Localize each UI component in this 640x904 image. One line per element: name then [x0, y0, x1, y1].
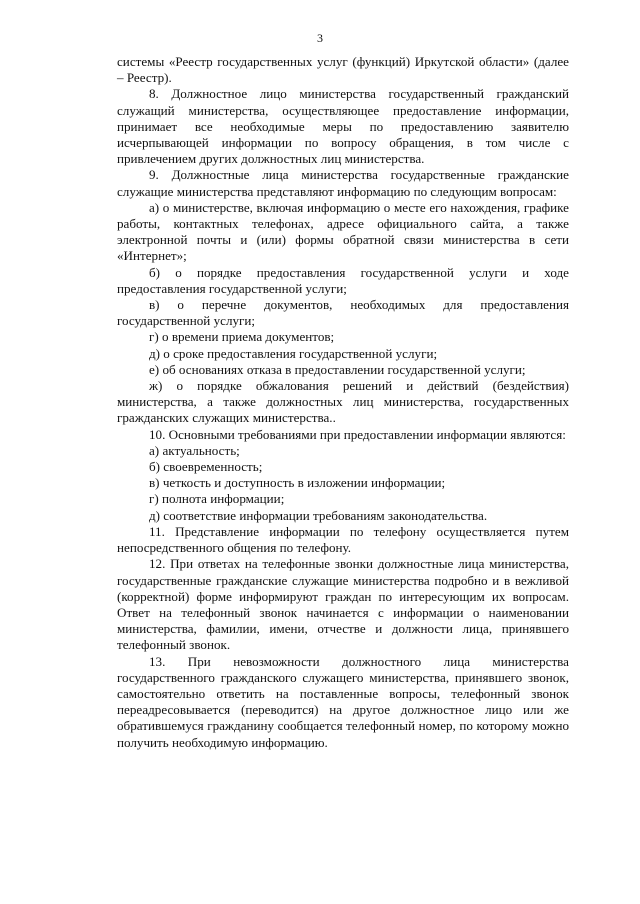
list-item-10v: в) четкость и доступность в изложении информации;	[149, 475, 446, 491]
paragraph-item-9: 9. Должностные лица министерства государственные гражданские служащие министерства представляют информацию по следующим вопросам:	[117, 167, 569, 199]
list-item-9d: д) о сроке предоставления государственной услуги;	[149, 345, 438, 361]
paragraph-item-13: 13. При невозможности должностного лица министерства государственного гражданского служащего министерства, принявшего звонок, самостоятельно ответить на поставленные вопросы, телефонный звонок переадресовывается (переводится) на другое должностное лицо или же обратившемуся гражданину сообщается телефонный номер, по которому можно получить необходимую информацию.	[117, 653, 569, 750]
list-item-9g: г) о времени приема документов;	[149, 329, 335, 345]
list-item-10d: д) соответствие информации требованиям законодательства.	[149, 507, 488, 523]
paragraph-item-10: 10. Основными требованиями при предоставлении информации являются:	[149, 426, 566, 442]
paragraph-registry-continuation: системы «Реестр государственных услуг (функций) Иркутской области» (далее – Реестр).	[117, 54, 569, 86]
list-item-9zh: ж) о порядке обжалования решений и действий (бездействия) министерства, а также должностных лиц министерства, государственных гражданских служащих министерства..	[117, 378, 569, 426]
list-item-9v: в) о перечне документов, необходимых для предоставления государственной услуги;	[117, 297, 569, 329]
list-item-10g: г) полнота информации;	[149, 491, 285, 507]
document-body	[117, 54, 569, 751]
paragraph-item-11: 11. Представление информации по телефону осуществляется путем непосредственного общения по телефону.	[117, 523, 569, 556]
list-item-10b: б) своевременность;	[149, 459, 263, 475]
list-item-10a: а) актуальность;	[149, 442, 240, 458]
paragraph-item-12: 12. При ответах на телефонные звонки должностные лица министерства, государственные гражданские служащие министерства подробно и в вежливой (корректной) форме информируют граждан по интересующим их вопросам. Ответ на телефонный звонок начинается с информации о наименовании министерства, фамилии, имени, отчестве и должности лица, принявшего телефонный звонок.	[117, 556, 569, 653]
page-number: 3	[317, 31, 323, 45]
list-item-9a: а) о министерстве, включая информацию о месте его нахождения, графике работы, контактных телефонах, адресе официального сайта, а также электронной почты и (или) формы обратной связи министерства в сети «Интернет»;	[117, 199, 569, 264]
list-item-9b: б) о порядке предоставления государственной услуги и ходе предоставления государственной услуги;	[117, 264, 569, 296]
list-item-9e: е) об основаниях отказа в предоставлении государственной услуги;	[149, 361, 526, 377]
paragraph-item-8: 8. Должностное лицо министерства государственный гражданский служащий министерства, осуществляющее предоставление информации, принимает все необходимые меры по предоставлению заявителю исчерпывающей информации по вопросу обращения, в том числе с привлечением других должностных лиц министерства.	[117, 86, 569, 167]
